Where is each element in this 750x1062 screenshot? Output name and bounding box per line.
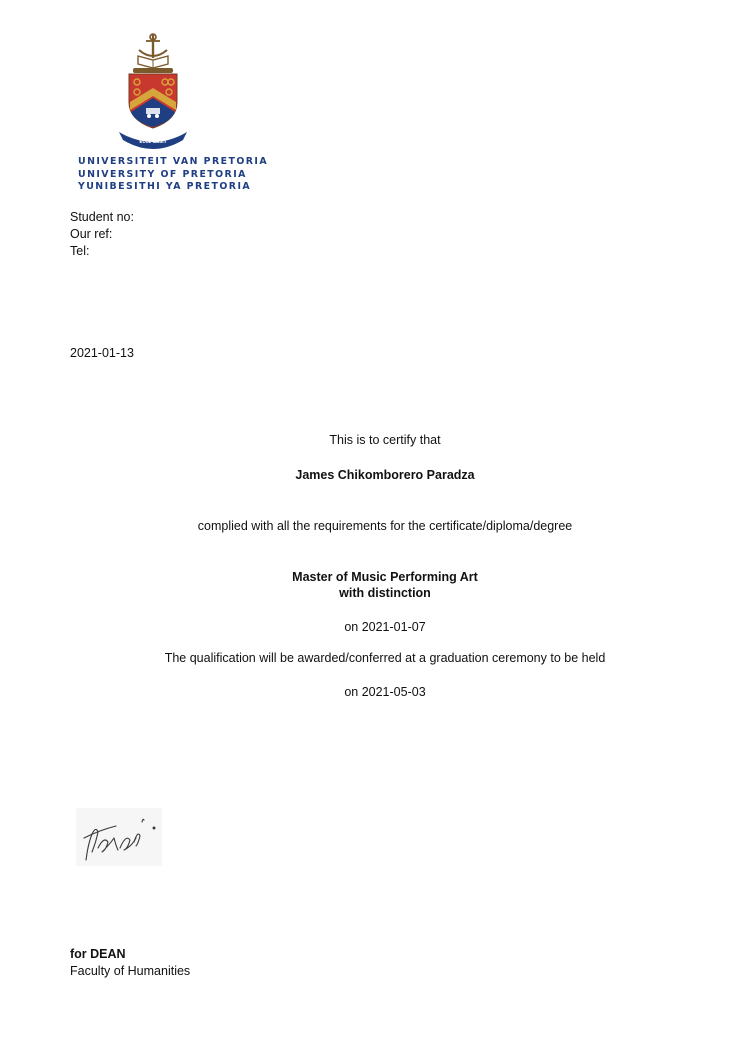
student-no-label: Student no: — [70, 210, 134, 224]
institution-name-afrikaans: UNIVERSITEIT VAN PRETORIA — [78, 156, 269, 167]
institution-name-english: UNIVERSITY OF PRETORIA — [78, 168, 247, 180]
ceremony-statement: The qualification will be awarded/conferred at a graduation ceremony to be held — [164, 651, 606, 665]
reference-fields — [70, 209, 134, 260]
our-ref-label: Our ref: — [70, 227, 113, 241]
letter-date: 2021-01-13 — [70, 346, 134, 360]
crest-motto-text: ECCE ABSIT — [139, 139, 167, 144]
requirements-statement: complied with all the requirements for the certificate/diploma/degree — [197, 519, 573, 533]
for-dean-label: for DEAN — [70, 947, 126, 961]
certify-statement: This is to certify that — [329, 433, 441, 447]
signoff-block — [70, 946, 190, 980]
faculty-name: Faculty of Humanities — [70, 964, 191, 978]
university-crest-logo — [113, 32, 193, 150]
ceremony-date: on 2021-05-03 — [344, 685, 426, 699]
institution-name-block — [78, 156, 268, 194]
qualification-title: Master of Music Performing Art — [292, 570, 478, 584]
handwritten-signature-icon — [76, 808, 162, 866]
institution-name-sepedi: YUNIBESITHI YA PRETORIA — [78, 181, 252, 192]
tel-label: Tel: — [70, 244, 90, 258]
distinction-note: with distinction — [339, 586, 431, 600]
completion-date: on 2021-01-07 — [344, 620, 426, 634]
recipient-name: James Chikomborero Paradza — [295, 468, 475, 482]
